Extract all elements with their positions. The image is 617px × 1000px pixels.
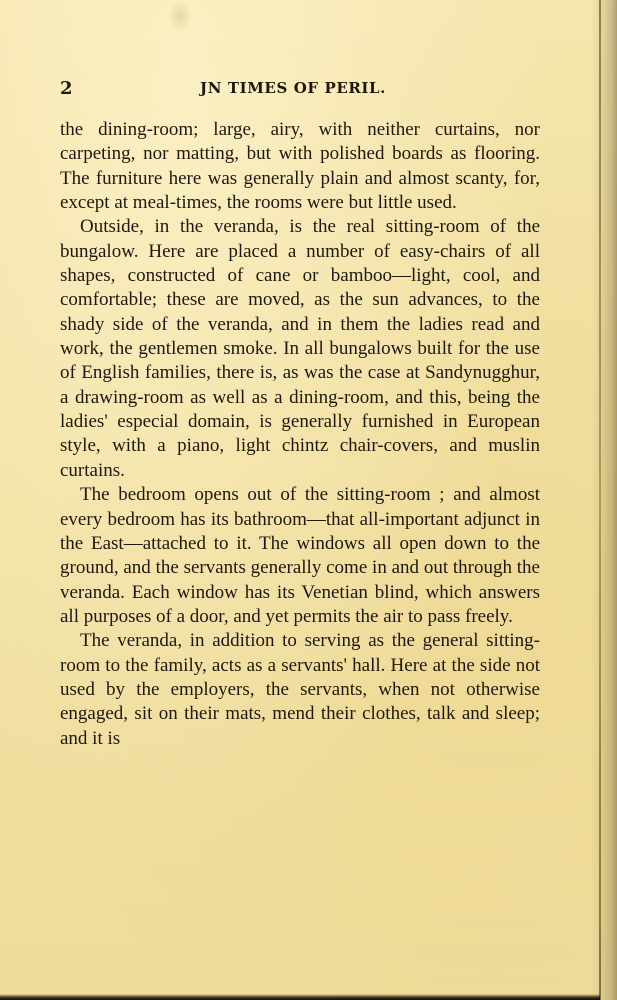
page-bottom-edge	[0, 994, 600, 1000]
running-head	[60, 78, 540, 102]
running-title: JN TIMES OF PERIL.	[200, 79, 387, 97]
binding-edge	[599, 0, 601, 1000]
paragraph: the dining-room; large, airy, with neither curtains, nor carpeting, nor matting, but with polished boards as flooring. The furniture here was generally plain and almost scanty, for, except at meal-times, the rooms were but little used.	[60, 119, 540, 214]
page-number: 2	[60, 78, 73, 99]
paper-stain	[168, 0, 192, 32]
paragraph: Outside, in the veranda, is the real sitting-room of the bungalow. Here are placed a number of easy-chairs of all shapes, constructed of cane or bamboo—light, cool, and comfortable; these are moved, as the sun advances, to the shady side of the veranda, and in them the ladies read and work, the gentlemen smoke. In all bungalows built for the use of English families, there is, as was the case at Sandynugghur, a drawing-room as well as a dining-room, and this, being the ladies' especial domain, is generally furnished in European style, with a piano, light chintz chair-covers, and muslin curtains.	[60, 216, 540, 481]
paragraph: The veranda, in addition to serving as the general sitting-room to the family, acts as a servants' hall. Here at the side not used by the employers, the servants, when not otherwise engaged, sit on their mats, mend their clothes, talk and sleep; and it is	[60, 630, 540, 749]
paragraph: The bedroom opens out of the sitting-room ; and almost every bedroom has its bathroom—that all-important adjunct in the East—attached to it. The windows all open down to the ground, and the servants generally come in and out through the veranda. Each window has its Venetian blind, which answers all purposes of a door, and yet permits the air to pass freely.	[60, 484, 540, 627]
body-text	[60, 118, 540, 751]
binding-shadow	[591, 0, 617, 1000]
